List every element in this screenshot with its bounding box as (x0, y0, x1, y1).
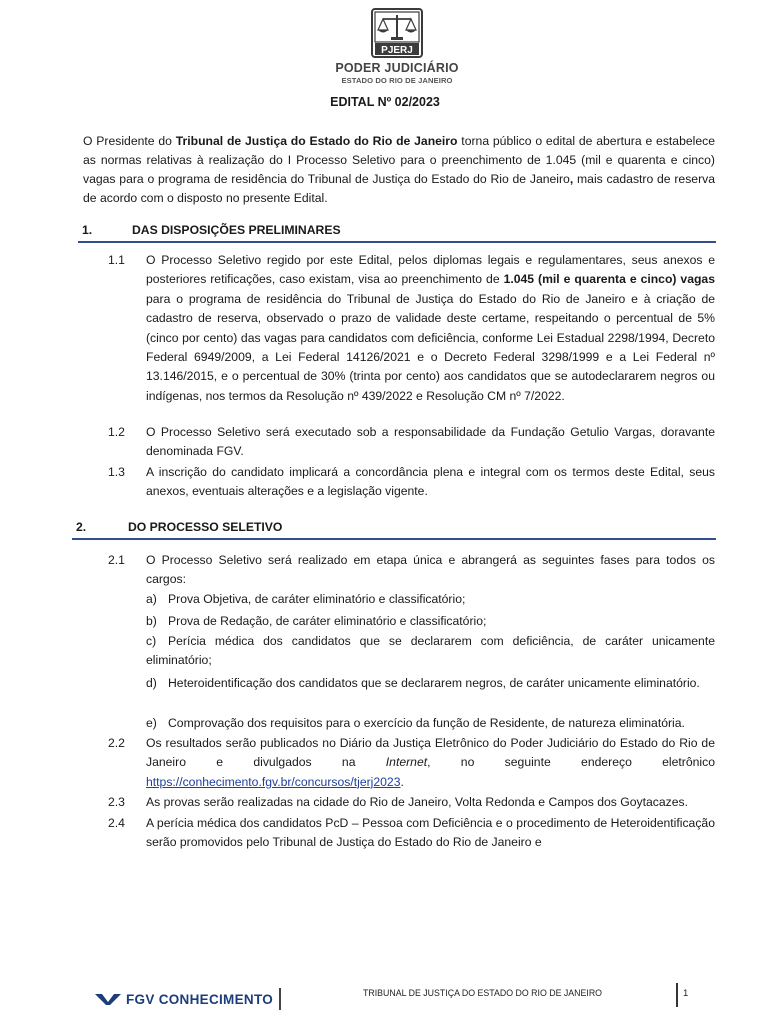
page-number: 1 (683, 988, 689, 999)
phase-letter: a) (146, 592, 157, 606)
section-title: DO PROCESSO SELETIVO (128, 520, 283, 534)
clause-text: O Processo Seletivo regido por este Edital, pelos diplomas legais e regulamentares, seus anexos e posteriores retificações, caso existam, visa ao preenchimento de (146, 253, 715, 287)
section-heading-2 (72, 520, 716, 540)
clause-number: 2.2 (108, 736, 125, 750)
section-number: 2. (76, 520, 87, 534)
page-title: EDITAL Nº 02/2023 (330, 95, 440, 109)
org-sub: ESTADO DO RIO DE JANEIRO (341, 76, 453, 85)
logo-abbr: PJERJ (381, 45, 413, 56)
page-number-divider (676, 983, 678, 1007)
phase-text: Prova de Redação, de caráter eliminatório e classificatório; (168, 614, 487, 628)
intro-bold-court: Tribunal de Justiça do Estado do Rio de Janeiro (175, 134, 458, 148)
clause-2-3 (108, 793, 715, 812)
phase-item (146, 714, 715, 733)
scales-of-justice-icon (371, 8, 423, 58)
intro-bold-comma: , (569, 172, 574, 186)
fgv-brand-text: FGV CONHECIMENTO (126, 991, 274, 1007)
fgv-link[interactable]: https://conhecimento.fgv.br/concursos/tjerj2023 (146, 774, 401, 789)
phase-letter: c) (146, 634, 157, 648)
clause-number: 2.4 (108, 816, 125, 830)
clause-1-2 (108, 423, 715, 462)
clause-number: 2.1 (108, 553, 125, 567)
clause-text: A perícia médica dos candidatos PcD – Pessoa com Deficiência e o procedimento de Heteroidentificação serão promovidos pelo Tribunal de Justiça do Estado do Rio de Janeiro e (146, 816, 715, 850)
org-name: PODER JUDICIÁRIO (335, 61, 459, 75)
section-title: DAS DISPOSIÇÕES PRELIMINARES (132, 223, 341, 237)
phase-text: Prova Objetiva, de caráter eliminatório e classificatório; (168, 592, 466, 606)
phase-text: Comprovação dos requisitos para o exercício da função de Residente, de natureza eliminatória. (168, 716, 685, 730)
pjerj-logo (335, 8, 459, 85)
fgv-chevron-icon (95, 992, 121, 1006)
page-footer (0, 978, 770, 1018)
phase-text: Perícia médica dos candidatos que se declararem com deficiência, de caráter unicamente eliminatório; (146, 634, 715, 668)
footer-divider (279, 988, 281, 1010)
intro-text-2: torna público o edital de abertura e estabelece as normas relativas à realização do I Processo Seletivo para o preenchimento de 1.045 (mil e quarenta e cinco) vagas para o programa de residência do Tribunal de Justiça do Estado do Rio de Janeiro (83, 134, 715, 186)
clause-text: A inscrição do candidato implicará a concordância plena e integral com os termos deste Edital, seus anexos, eventuais alterações e a legislação vigente. (146, 465, 715, 499)
footer-court-name: TRIBUNAL DE JUSTIÇA DO ESTADO DO RIO DE JANEIRO (363, 988, 603, 998)
clause-number: 1.3 (108, 465, 125, 479)
phase-text: Heteroidentificação dos candidatos que se declararem negros, de caráter unicamente eliminatório. (168, 676, 700, 690)
clause-2-4 (108, 814, 715, 853)
clause-number: 1.1 (108, 253, 125, 267)
clause-1-1 (108, 251, 715, 406)
clause-2-2 (108, 734, 715, 792)
clause-number: 1.2 (108, 425, 125, 439)
section-number: 1. (82, 223, 93, 237)
intro-paragraph (83, 132, 715, 208)
clause-text-cont: , no seguinte endereço eletrônico (427, 755, 716, 770)
phase-letter: b) (146, 614, 157, 628)
clause-2-1 (108, 551, 715, 590)
internet-italic: Internet (385, 755, 428, 770)
clause-text: As provas serão realizadas na cidade do Rio de Janeiro, Volta Redonda e Campos dos Goytacazes. (146, 795, 688, 809)
clause-text: O Processo Seletivo será realizado em etapa única e abrangerá as seguintes fases para todos os cargos: (146, 553, 715, 587)
clause-bold-vacancies: 1.045 (mil e quarenta e cinco) vagas (503, 272, 715, 287)
clause-text: O Processo Seletivo será executado sob a responsabilidade da Fundação Getulio Vargas, doravante denominada FGV. (146, 425, 715, 459)
clause-1-3 (108, 463, 715, 502)
clause-period: . (400, 774, 404, 789)
phase-item (146, 612, 715, 631)
intro-text-3: mais cadastro de reserva de acordo com o disposto no presente Edital. (83, 172, 715, 205)
phase-item (146, 632, 715, 671)
clause-number: 2.3 (108, 795, 125, 809)
clause-text-cont: para o programa de residência do Tribunal de Justiça do Estado do Rio de Janeiro e à criação de cadastro de reserva, observado o prazo de validade deste certame, respeitando o percentual de 5% (cinco por cento) das vagas para candidatos com deficiência, conforme Lei Estadual 2298/1994, Decreto Federal 6949/2009, a Lei Federal 14126/2021 e o Decreto Federal 3298/1999 e a Lei Federal nº 13.146/2015, e o percentual de 30% (trinta por cento) aos candidatos que se autodeclararem negros ou indígenas, nos termos da Resolução nº 439/2022 e Resolução CM nº 7/2022. (146, 291, 715, 403)
phase-letter: e) (146, 716, 157, 730)
fgv-logo (95, 988, 281, 1010)
phase-letter: d) (146, 676, 157, 690)
phase-item (146, 590, 715, 609)
phase-item (146, 674, 715, 693)
intro-text-1: O Presidente do (83, 134, 176, 148)
section-heading-1 (78, 223, 716, 243)
clause-text: Os resultados serão publicados no Diário da Justiça Eletrônico do Poder Judiciário do Estado do Rio de Janeiro e divulgados na (146, 736, 715, 770)
